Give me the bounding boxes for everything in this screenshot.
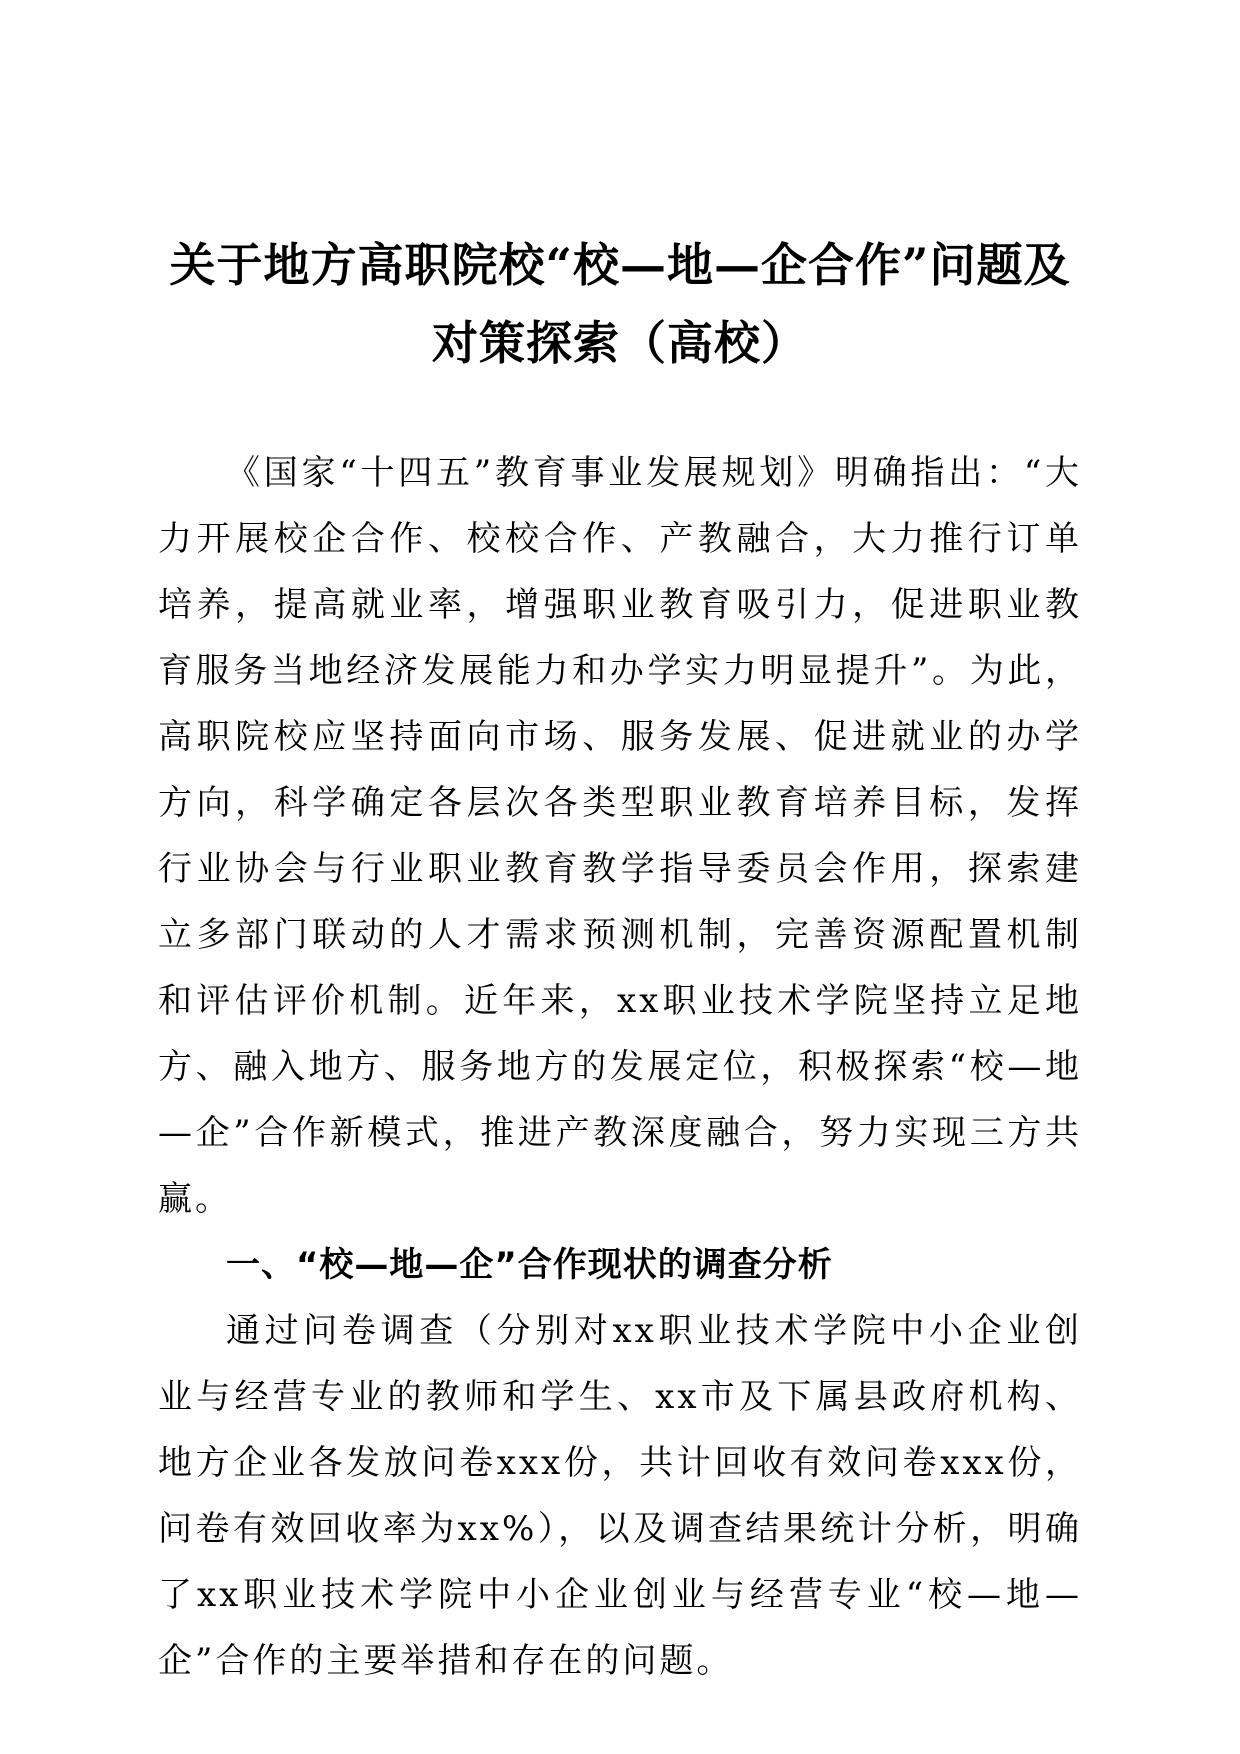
document-title xyxy=(150,226,1090,382)
title-line-1: 关于地方高职院校“校—地—企合作”问题及 xyxy=(169,238,1071,292)
document-body xyxy=(158,440,1082,1694)
paragraph-intro: 《国家“十四五”教育事业发展规划》明确指出：“大力开展校企合作、校校合作、产教融合，大力推行订单培养，提高就业率，增强职业教育吸引力，促进职业教育服务当地经济发展能力和办学实力明显提升”。为此，高职院校应坚持面向市场、服务发展、促进就业的办学方向，科学确定各层次各类型职业教育培养目标，发挥行业协会与行业职业教育教学指导委员会作用，探索建立多部门联动的人才需求预测机制，完善资源配置机制和评估评价机制。近年来，xx职业技术学院坚持立足地方、融入地方、服务地方的发展定位，积极探索“校—地—企”合作新模式，推进产教深度融合，努力实现三方共赢。 xyxy=(158,453,1082,1219)
section-heading-1: 一、“校—地—企”合作现状的调查分析 xyxy=(226,1245,833,1285)
paragraph-survey: 通过问卷调查（分别对xx职业技术学院中小企业创业与经营专业的教师和学生、xx市及下属县政府机构、地方企业各发放问卷xxx份，共计回收有效问卷xxx份，问卷有效回收率为xx%），以及调查结果统计分析，明确了xx职业技术学院中小企业创业与经营专业“校—地—企”合作的主要举措和存在的问题。 xyxy=(158,1311,1082,1681)
title-line-2: 对策探索（高校） xyxy=(432,316,808,370)
